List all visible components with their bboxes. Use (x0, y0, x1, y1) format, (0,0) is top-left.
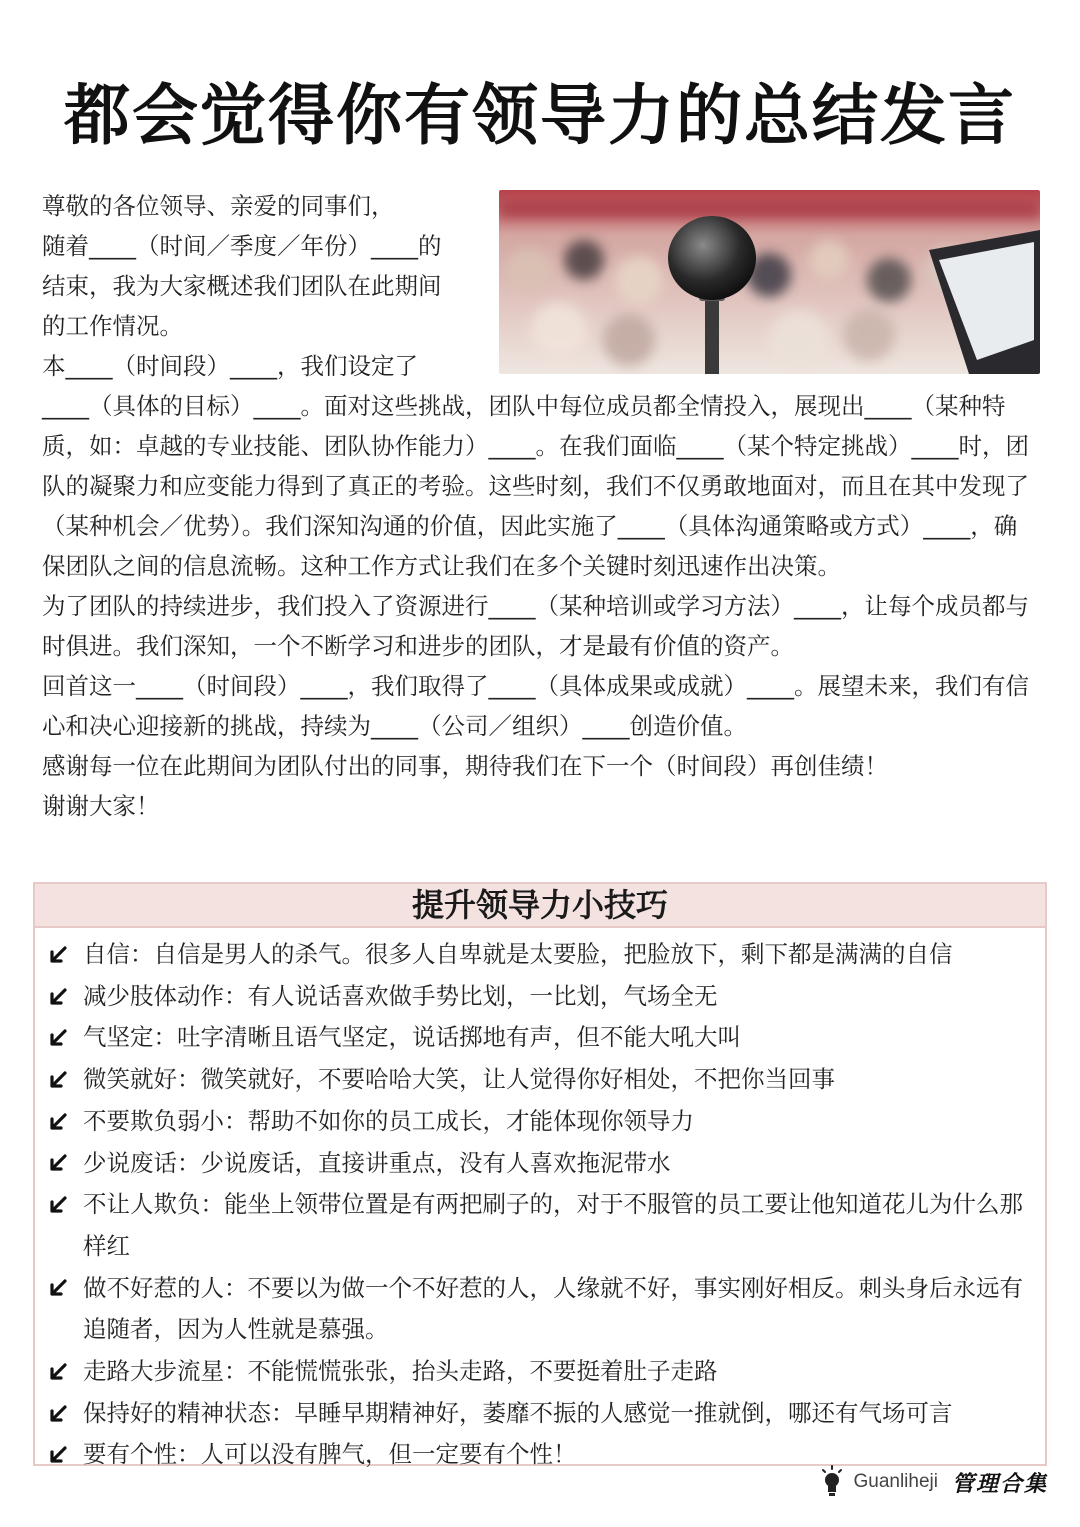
tips-header: 提升领导力小技巧 (35, 884, 1045, 928)
tip-text: 不要欺负弱小：帮助不如你的员工成长，才能体现你领导力 (83, 1106, 694, 1135)
tip-text: 自信：自信是男人的杀气。很多人自卑就是太要脸，把脸放下，剩下都是满满的自信 (83, 940, 953, 968)
tip-text: 减少肢体动作：有人说话喜欢做手势比划，一比划，气场全无 (83, 981, 718, 1010)
arrow-down-left-icon (47, 1393, 71, 1435)
tip-text: 走路大步流星：不能慌慌张张，抬头走路，不要挺着肚子走路 (83, 1357, 718, 1386)
arrow-down-left-icon (47, 1143, 71, 1185)
tip-item (35, 1059, 1045, 1101)
speech-intro-line: 随着____（时间／季度／年份）____的 (42, 232, 442, 260)
arrow-down-left-icon (47, 934, 71, 976)
speech-intro-line: 结束，我为大家概述我们团队在此期间 (42, 272, 442, 300)
tip-text: 不让人欺负：能坐上领带位置是有两把刷子的，对于不服管的员工要让他知道花儿为什么那样红 (83, 1190, 1023, 1260)
arrow-down-left-icon (47, 1184, 71, 1226)
speech-intro-line: 尊敬的各位领导、亲爱的同事们， (42, 192, 395, 220)
speech-paragraph: 回首这一____（时间段）____，我们取得了____（具体成果或成就）____。展望未来，我们有信心和决心迎接新的挑战，持续为____（公司／组织）____创造价值。 (42, 672, 1029, 740)
microphone-photo-graphic (499, 190, 1040, 374)
speech-body (42, 386, 1040, 826)
tip-item (35, 1101, 1045, 1143)
speech-paragraph: ____（具体的目标）____。面对这些挑战，团队中每位成员都全情投入，展现出____（某种特质，如：卓越的专业技能、团队协作能力）____。在我们面临____（某个特定挑战）____时，团队的凝聚力和应变能力得到了真正的考验。这些时刻，我们不仅勇敢地面对，而且在其中发现了（某种机会／优势）。我们深知沟通的价值，因此实施了____（具体沟通策略或方式）____，确保团队之间的信息流畅。这种工作方式让我们在多个关键时刻迅速作出决策。 (42, 392, 1029, 580)
tips-box (33, 882, 1047, 1469)
tip-item (35, 1268, 1045, 1351)
page-title: 都会觉得你有领导力的总结发言 (64, 76, 1016, 154)
tip-item (35, 934, 1045, 976)
arrow-down-left-icon (47, 1059, 71, 1101)
microphone-photo (499, 190, 1040, 374)
speech-intro-line: 的工作情况。 (42, 312, 183, 340)
speech-paragraph: 感谢每一位在此期间为团队付出的同事，期待我们在下一个（时间段）再创佳绩！ (42, 752, 888, 780)
lightbulb-icon (821, 1465, 843, 1499)
footer-brand-cn: 管理合集 (951, 1470, 1048, 1497)
tip-item (35, 976, 1045, 1018)
speech-paragraph: 谢谢大家！ (42, 792, 160, 820)
footer-brand-en: Guanliheji (853, 1471, 938, 1492)
arrow-down-left-icon (47, 1434, 71, 1476)
tip-item (35, 1017, 1045, 1059)
arrow-down-left-icon (47, 976, 71, 1018)
speech-intro (42, 186, 487, 386)
arrow-down-left-icon (47, 1017, 71, 1059)
tip-item (35, 1184, 1045, 1267)
tip-item (35, 1351, 1045, 1393)
tip-text: 少说废话：少说废话，直接讲重点，没有人喜欢拖泥带水 (83, 1148, 671, 1177)
tip-text: 保持好的精神状态：早睡早期精神好，萎靡不振的人感觉一推就倒，哪还有气场可言 (83, 1398, 953, 1427)
tip-item (35, 1393, 1045, 1435)
tips-list (35, 928, 1045, 1476)
arrow-down-left-icon (47, 1268, 71, 1310)
tip-text: 微笑就好：微笑就好，不要哈哈大笑，让人觉得你好相处，不把你当回事 (83, 1065, 835, 1094)
speech-paragraph: 为了团队的持续进步，我们投入了资源进行____（某种培训或学习方法）____，让每个成员都与时俱进。我们深知，一个不断学习和进步的团队，才是最有价值的资产。 (42, 592, 1029, 660)
footer-brand (821, 1462, 1048, 1502)
tip-text: 做不好惹的人：不要以为做一个不好惹的人，人缘就不好，事实刚好相反。刺头身后永远有追随者，因为人性就是慕强。 (83, 1273, 1023, 1344)
arrow-down-left-icon (47, 1351, 71, 1393)
speech-intro-line: 本____（时间段）____，我们设定了 (42, 352, 418, 380)
tip-item (35, 1143, 1045, 1185)
tip-text: 气坚定：吐字清晰且语气坚定，说话掷地有声，但不能大吼大叫 (83, 1023, 741, 1052)
arrow-down-left-icon (47, 1101, 71, 1143)
tip-text: 要有个性：人可以没有脾气，但一定要有个性！ (83, 1440, 577, 1469)
